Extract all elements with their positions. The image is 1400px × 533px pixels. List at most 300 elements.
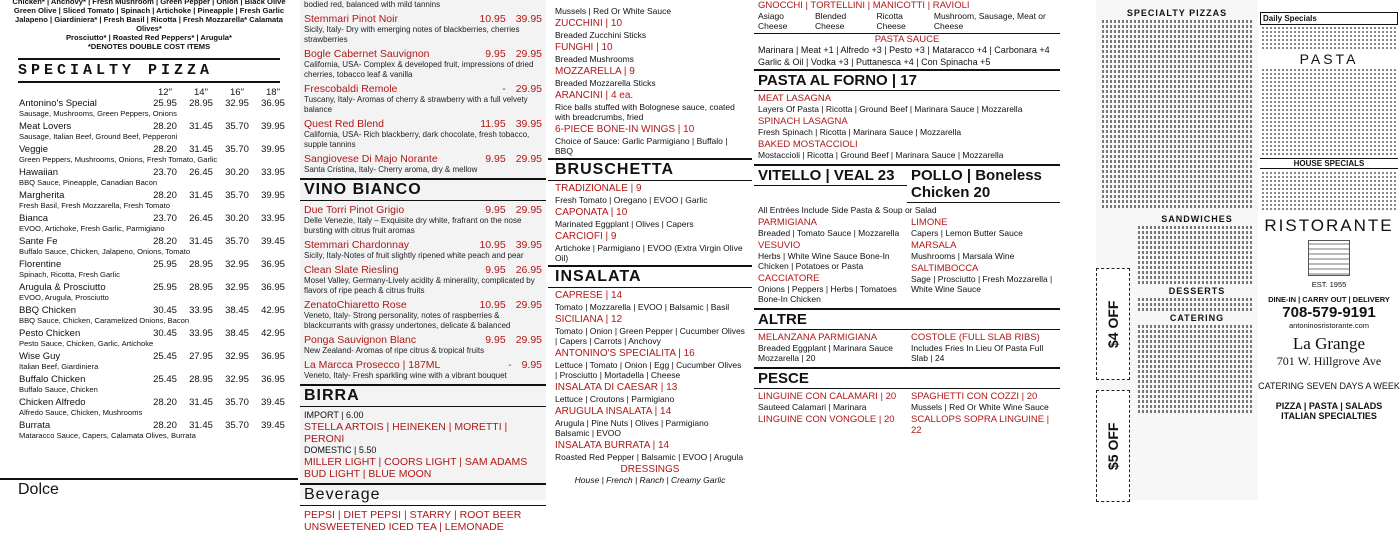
thumb-line bbox=[1102, 55, 1252, 58]
thumb-lines bbox=[1096, 20, 1258, 208]
thumb-line bbox=[1138, 365, 1252, 368]
thumb-line bbox=[1138, 335, 1252, 338]
thumb-line bbox=[1102, 180, 1252, 183]
item-name: LINGUINE CON VONGOLE | 20 bbox=[758, 414, 895, 425]
pizza-item bbox=[19, 190, 298, 210]
pesce-title: PESCE bbox=[754, 367, 1060, 389]
wine-item bbox=[300, 118, 546, 150]
pizza-price: 42.95 bbox=[261, 305, 285, 316]
wine-desc: Sicily, Italy-Notes of fruit slightly ripened white peach and pear bbox=[304, 251, 524, 260]
thumb-line bbox=[1138, 226, 1252, 229]
thumb-line bbox=[1102, 70, 1252, 73]
coupon: $4 OFF bbox=[1096, 268, 1130, 380]
item-name: CAPONATA | 10 bbox=[555, 207, 628, 218]
pizza-price: 26.45 bbox=[189, 167, 213, 178]
pizza-name: Arugula & Prosciutto bbox=[19, 282, 106, 293]
dolce-title: Dolce bbox=[0, 478, 298, 500]
thumb-line bbox=[1138, 266, 1252, 269]
thumb-line bbox=[1102, 100, 1252, 103]
pizza-row bbox=[19, 374, 298, 385]
thumb-line bbox=[1262, 113, 1396, 115]
thumb-line bbox=[1102, 40, 1252, 43]
pizza-price: 39.45 bbox=[261, 236, 285, 247]
wine-name-row bbox=[304, 239, 542, 251]
import-beers: STELLA ARTOIS | HEINEKEN | MORETTI | PERONI bbox=[304, 421, 508, 445]
pizza-price: 33.95 bbox=[189, 305, 213, 316]
glass-price: 9.95 bbox=[485, 334, 506, 346]
city: La Grange bbox=[1292, 334, 1366, 353]
thumb-line bbox=[1102, 60, 1252, 63]
wine-desc: Veneto, Italy- Fresh sparkling wine with a vibrant bouquet bbox=[304, 371, 507, 380]
pasta-panel bbox=[754, 0, 1060, 500]
pizza-desc: Buffalo Sauce, Chicken, Jalapeno, Onions, Tomato bbox=[19, 247, 191, 256]
item-name: INSALATA BURRATA | 14 bbox=[555, 440, 670, 451]
pizza-price: 31.45 bbox=[189, 397, 213, 408]
pizza-row bbox=[19, 351, 298, 362]
wine-name-row bbox=[304, 204, 542, 216]
item-desc: Sauteed Calamari | Marinara bbox=[758, 402, 867, 412]
pizza-price: 28.95 bbox=[189, 282, 213, 293]
wine-item bbox=[300, 13, 546, 45]
pizza-name: Wise Guy bbox=[19, 351, 61, 362]
menu-item bbox=[548, 18, 752, 40]
thumb-line bbox=[1262, 141, 1396, 143]
pizza-desc: Fresh Basil, Fresh Mozzarella, Fresh Tomato bbox=[19, 201, 170, 210]
pizza-desc: BBQ Sauce, Pineapple, Canadian Bacon bbox=[19, 178, 158, 187]
item-desc: Includes Fries In Lieu Of Pasta Full Slab | 24 bbox=[911, 343, 1044, 363]
pizza-price: 35.70 bbox=[225, 236, 249, 247]
wine-name-row bbox=[304, 83, 542, 95]
item-name: SICILIANA | 12 bbox=[555, 314, 623, 325]
phone-number: 708-579-9191 bbox=[1282, 304, 1376, 321]
wine-prices bbox=[502, 83, 542, 95]
wine-panel bbox=[300, 0, 546, 533]
thumb-line bbox=[1102, 130, 1252, 133]
wine-name: Due Torri Pinot Grigio bbox=[304, 204, 405, 216]
mussels-desc: Mussels | Red Or White Sauce bbox=[555, 6, 672, 16]
pizza-price: 30.45 bbox=[153, 305, 177, 316]
pizza-price: 30.20 bbox=[225, 213, 249, 224]
menu-item bbox=[907, 217, 1060, 238]
thumb-line bbox=[1138, 400, 1252, 403]
thumb-line bbox=[1102, 145, 1252, 148]
pizza-item bbox=[19, 121, 298, 141]
bottle-price: 29.95 bbox=[515, 48, 542, 60]
pizza-item bbox=[19, 420, 298, 440]
wine-name-row bbox=[304, 359, 542, 371]
pizza-row bbox=[19, 121, 298, 132]
pizza-price: 36.95 bbox=[261, 351, 285, 362]
dressings-list: House | French | Ranch | Creamy Garlic bbox=[574, 475, 726, 485]
wine-name-row bbox=[304, 13, 542, 25]
pollo-title: POLLO | Boneless Chicken 20 bbox=[907, 164, 1060, 203]
wine-desc: bodied red, balanced with mild tannins bbox=[304, 0, 441, 9]
pizza-desc: Buffalo Sauce, Chicken bbox=[19, 385, 98, 394]
thumb-line bbox=[1102, 45, 1252, 48]
thumb-line bbox=[1262, 188, 1396, 190]
pizza-price: 25.95 bbox=[153, 98, 177, 109]
pizza-name: Margherita bbox=[19, 190, 65, 201]
wine-desc: Mosel Valley, Germany-Lively acidity & minerality, complicated by flavors of ripe peach & citrus fruits bbox=[304, 276, 535, 295]
thumb-line bbox=[1262, 172, 1396, 174]
pizza-price: 36.95 bbox=[261, 259, 285, 270]
item-desc: Breaded Mushrooms bbox=[555, 54, 634, 64]
birra-title: BIRRA bbox=[300, 384, 546, 407]
glass-price: 9.95 bbox=[485, 204, 506, 216]
thumb-line bbox=[1138, 271, 1252, 274]
thumb-title: DESSERTS bbox=[1168, 286, 1226, 296]
thumb-line bbox=[1138, 325, 1252, 328]
item-desc: Mushrooms | Marsala Wine bbox=[911, 251, 1015, 261]
wine-item bbox=[300, 299, 546, 331]
thumb-line bbox=[1102, 190, 1252, 193]
pizza-price: 35.70 bbox=[225, 190, 249, 201]
thumb-line bbox=[1262, 27, 1396, 29]
pizza-price: 39.95 bbox=[261, 144, 285, 155]
bottle-price: 29.95 bbox=[515, 299, 542, 311]
pesce-col bbox=[907, 391, 1060, 436]
import-label: IMPORT | 6.00 bbox=[304, 410, 364, 420]
thumb-line bbox=[1138, 355, 1252, 358]
pizza-price: 28.20 bbox=[153, 121, 177, 132]
thumb-line bbox=[1102, 120, 1252, 123]
glass-price: 11.95 bbox=[480, 118, 506, 130]
pizza-name: Pesto Chicken bbox=[19, 328, 81, 339]
pasta-al-forno-title: PASTA AL FORNO | 17 bbox=[754, 69, 1060, 91]
pizza-price: 28.95 bbox=[189, 374, 213, 385]
pesce-col bbox=[754, 391, 907, 436]
pizza-price: 33.95 bbox=[189, 328, 213, 339]
pizza-name: Antonino's Special bbox=[19, 98, 97, 109]
item-name: ARANCINI | 4 ea. bbox=[555, 90, 634, 101]
item-desc: Layers Of Pasta | Ricotta | Ground Beef | Marinara Sauce | Mozzarella bbox=[758, 104, 1023, 114]
thumb-line bbox=[1138, 236, 1252, 239]
menu-item bbox=[754, 273, 907, 304]
menu-item bbox=[548, 183, 752, 205]
item-name: 6-PIECE BONE-IN WINGS | 10 bbox=[555, 124, 695, 135]
wine-desc: California, USA- Complex & developed fruit, impressions of dried cherries, tobacco leaf & vanilla bbox=[304, 60, 534, 79]
menu-item bbox=[548, 42, 752, 64]
thumb-line bbox=[1262, 125, 1396, 127]
thumb-line bbox=[1262, 97, 1396, 99]
pizza-item bbox=[19, 374, 298, 394]
pizza-price: 38.45 bbox=[225, 328, 249, 339]
pizza-name: Meat Lovers bbox=[19, 121, 72, 132]
thumb-line bbox=[1138, 405, 1252, 408]
glass-price: 10.95 bbox=[479, 239, 506, 251]
pizza-desc: Spinach, Ricotta, Fresh Garlic bbox=[19, 270, 120, 279]
pizza-price: 31.45 bbox=[189, 144, 213, 155]
thumb-line bbox=[1262, 153, 1396, 155]
wine-item bbox=[300, 239, 546, 261]
bruschetta-list bbox=[548, 183, 752, 263]
item-name: ZUCCHINI | 10 bbox=[555, 18, 623, 29]
altre-list bbox=[754, 332, 1060, 365]
wine-name: Clean Slate Riesling bbox=[304, 264, 399, 276]
pizza-price: 23.70 bbox=[153, 167, 177, 178]
item-desc: Lettuce | Croutons | Parmigiano bbox=[555, 394, 675, 404]
item-desc: Lettuce | Tomato | Onion | Egg | Cucumber Olives | Prosciutto | Mortadella | Cheese bbox=[555, 360, 742, 380]
menu-item bbox=[548, 290, 752, 312]
item-desc: Breaded Mozzarella Sticks bbox=[555, 78, 656, 88]
sauce-line: Marinara | Meat +1 | Alfredo +3 | Pesto +3 | Mataracco +4 | Carbonara +4 bbox=[758, 45, 1050, 55]
item-desc: Mostaccioli | Ricotta | Ground Beef | Marinara Sauce | Mozzarella bbox=[758, 150, 1004, 160]
toppings-line: Prosciutto* | Roasted Red Peppers* | Arugula* bbox=[65, 33, 232, 42]
pasta-desc: Ricotta Cheese bbox=[876, 11, 906, 31]
thumb-line bbox=[1262, 81, 1396, 83]
thumb-line bbox=[1102, 155, 1252, 158]
menu-item bbox=[754, 116, 1060, 137]
thumb-line bbox=[1102, 85, 1252, 88]
pasta-sauce-title: PASTA SAUCE bbox=[754, 33, 1060, 45]
wine-name: ZenatoChiaretto Rose bbox=[304, 299, 407, 311]
menu-item bbox=[548, 382, 752, 404]
thumb-line bbox=[1102, 20, 1252, 23]
wine-name-row bbox=[304, 299, 542, 311]
glass-price: 9.95 bbox=[485, 48, 506, 60]
thumb-line bbox=[1262, 137, 1396, 139]
pizza-price: 31.45 bbox=[189, 236, 213, 247]
thumb-line bbox=[1102, 75, 1252, 78]
size-label: 14" bbox=[194, 87, 208, 98]
pizza-item bbox=[19, 213, 298, 233]
pasta-desc: Asiago Cheese bbox=[758, 11, 788, 31]
daily-specials-title: Daily Specials bbox=[1260, 12, 1398, 25]
insalata-title: INSALATA bbox=[548, 265, 752, 288]
menu-item bbox=[548, 90, 752, 122]
pizza-item bbox=[19, 259, 298, 279]
section-title: SPECIALTY PIZZA bbox=[18, 58, 280, 83]
thumb-line bbox=[1262, 47, 1396, 49]
menu-item bbox=[754, 391, 907, 412]
item-name: COSTOLE (FULL SLAB RIBS) bbox=[911, 332, 1040, 343]
wine-prices bbox=[480, 118, 542, 130]
thumb-line bbox=[1262, 105, 1396, 107]
bottle-price: 29.95 bbox=[515, 334, 542, 346]
wine-name: Quest Red Blend bbox=[304, 118, 384, 130]
thumb-title: CATERING bbox=[1169, 313, 1225, 323]
thumb-line bbox=[1102, 105, 1252, 108]
filled-pasta-list: GNOCCHI | TORTELLINI | MANICOTTI | RAVIOLI bbox=[758, 0, 970, 11]
thumb-line bbox=[1138, 350, 1252, 353]
thumb-line bbox=[1138, 385, 1252, 388]
wine-name-row bbox=[304, 153, 542, 165]
wine-name: Stemmari Chardonnay bbox=[304, 239, 410, 251]
thumb-line bbox=[1138, 345, 1252, 348]
thumb-line bbox=[1102, 195, 1252, 198]
pesce-grid bbox=[754, 391, 1060, 436]
item-name: BAKED MOSTACCIOLI bbox=[758, 139, 858, 150]
thumb-line bbox=[1138, 251, 1252, 254]
thumb-lines bbox=[1132, 325, 1258, 413]
pizza-desc: Mataracco Sauce, Capers, Calamata Olives, Burrata bbox=[19, 431, 196, 440]
wine-name: Sangiovese Di Majo Norante bbox=[304, 153, 438, 165]
pizza-item bbox=[19, 305, 298, 325]
thumb-line bbox=[1102, 110, 1252, 113]
pizza-price: 35.70 bbox=[225, 420, 249, 431]
thumb-line bbox=[1262, 109, 1396, 111]
appetizer-list bbox=[548, 18, 752, 156]
domestic-beers-2: BUD LIGHT | BLUE MOON bbox=[304, 468, 432, 480]
wine-prices bbox=[479, 13, 542, 25]
vitello-title: VITELLO | VEAL 23 bbox=[754, 164, 907, 186]
pizza-name: Veggie bbox=[19, 144, 49, 155]
thumb-line bbox=[1138, 308, 1252, 311]
item-name: SPINACH LASAGNA bbox=[758, 116, 848, 127]
thumb-line bbox=[1102, 170, 1252, 173]
menu-item bbox=[548, 66, 752, 88]
item-desc: Marinated Eggplant | Olives | Capers bbox=[555, 219, 694, 229]
ristorante-panel bbox=[1258, 0, 1400, 500]
vitello-pollo-section bbox=[754, 162, 1060, 205]
thumb-line bbox=[1262, 133, 1396, 135]
item-desc: Fresh Spinach | Ricotta | Marinara Sauce | Mozzarella bbox=[758, 127, 962, 137]
thumb-line bbox=[1138, 261, 1252, 264]
menu-item bbox=[548, 440, 752, 462]
wine-desc: Veneto, Italy- Strong personality, notes of raspberries & blackcurrants with grassy undertones, delicate & balanced bbox=[304, 311, 511, 330]
thumb-line bbox=[1262, 129, 1396, 131]
wine-name: Stemmari Pinot Noir bbox=[304, 13, 398, 25]
item-name: MARSALA bbox=[911, 240, 957, 251]
specialty-pizza-panel bbox=[0, 0, 298, 500]
thumb-line bbox=[1138, 360, 1252, 363]
item-name: ARUGULA INSALATA | 14 bbox=[555, 406, 672, 417]
wine-item bbox=[300, 334, 546, 356]
thumb-line bbox=[1138, 246, 1252, 249]
wine-prices bbox=[508, 359, 542, 371]
pizza-item bbox=[19, 236, 298, 256]
pizza-row bbox=[19, 259, 298, 270]
vitello-pollo-items bbox=[754, 217, 1060, 306]
pizza-price: 31.45 bbox=[189, 420, 213, 431]
pizza-item bbox=[19, 167, 298, 187]
wine-name-row bbox=[304, 264, 542, 276]
thumb-line bbox=[1262, 121, 1396, 123]
thumb-lines bbox=[1132, 226, 1258, 284]
wine-name-row bbox=[304, 48, 542, 60]
pizza-price: 31.45 bbox=[189, 190, 213, 201]
thumb-line bbox=[1138, 231, 1252, 234]
pizza-row bbox=[19, 420, 298, 431]
vino-bianco-title: VINO BIANCO bbox=[300, 178, 546, 201]
forno-list bbox=[754, 93, 1060, 160]
thumb-line bbox=[1102, 80, 1252, 83]
menu-item bbox=[907, 263, 1060, 294]
pizza-price: 25.45 bbox=[153, 351, 177, 362]
wine-desc: California, USA- Rich blackberry, dark chocolate, fresh tobacco, supple tannins bbox=[304, 130, 530, 149]
thumb-line bbox=[1102, 175, 1252, 178]
website: antoninosristorante.com bbox=[1288, 321, 1370, 330]
wine-prices bbox=[485, 153, 542, 165]
pizza-price: 30.45 bbox=[153, 328, 177, 339]
pizza-price: 32.95 bbox=[225, 374, 249, 385]
item-desc: Mussels | Red Or White Wine Sauce bbox=[911, 402, 1049, 412]
pizza-price: 38.45 bbox=[225, 305, 249, 316]
pizza-item bbox=[19, 397, 298, 417]
wine-desc: Delle Venezie, Italy – Exquisite dry white, frafrant on the nose bursting with citrus fruit aromas bbox=[304, 216, 522, 235]
pizza-item bbox=[19, 282, 298, 302]
pizza-item bbox=[19, 144, 298, 164]
wine-item bbox=[300, 359, 546, 381]
thumb-line bbox=[1138, 395, 1252, 398]
thumb-line bbox=[1262, 31, 1396, 33]
glass-price: 9.95 bbox=[485, 153, 506, 165]
pizza-price: 28.20 bbox=[153, 420, 177, 431]
thumb-line bbox=[1138, 410, 1252, 413]
item-desc: Breaded | Tomato Sauce | Mozzarella bbox=[758, 228, 900, 238]
item-name: LIMONE bbox=[911, 217, 948, 228]
house-lines bbox=[1258, 172, 1400, 210]
item-name: FUNGHI | 10 bbox=[555, 42, 613, 53]
pizza-price: 39.45 bbox=[261, 420, 285, 431]
thumb-line bbox=[1138, 256, 1252, 259]
wine-prices bbox=[485, 334, 542, 346]
pizza-price: 30.20 bbox=[225, 167, 249, 178]
pizza-price: 28.20 bbox=[153, 144, 177, 155]
thumb-line bbox=[1102, 35, 1252, 38]
menu-item bbox=[754, 332, 907, 365]
pizza-price: 25.95 bbox=[153, 282, 177, 293]
thumb-line bbox=[1262, 184, 1396, 186]
thumb-line bbox=[1262, 73, 1396, 75]
wine-name: La Marcca Prosecco | 187ML bbox=[304, 359, 441, 371]
menu-item bbox=[548, 314, 752, 346]
pizza-price: 32.95 bbox=[225, 351, 249, 362]
item-desc: Sage | Prosciutto | Fresh Mozzarella | White Wine Sauce bbox=[911, 274, 1053, 294]
pizza-desc: Italian Beef, Giardiniera bbox=[19, 362, 99, 371]
wine-desc: Santa Cristina, Italy- Cherry aroma, dry & mellow bbox=[304, 165, 478, 174]
pizza-desc: Sausage, Italian Beef, Ground Beef, Pepperoni bbox=[19, 132, 178, 141]
altre-title: ALTRE bbox=[754, 308, 1060, 330]
thumb-line bbox=[1102, 185, 1252, 188]
thumb-line bbox=[1138, 375, 1252, 378]
pizza-item bbox=[19, 98, 298, 118]
item-name: LINGUINE CON CALAMARI | 20 bbox=[758, 391, 897, 402]
daily-lines bbox=[1258, 27, 1400, 49]
menu-item bbox=[754, 139, 1060, 160]
toppings-list bbox=[0, 0, 298, 51]
pizza-desc: Pesto Sauce, Chicken, Garlic, Artichoke bbox=[19, 339, 154, 348]
domestic-beers: MILLER LIGHT | COORS LIGHT | SAM ADAMS bbox=[304, 456, 528, 468]
pizza-price: 32.95 bbox=[225, 282, 249, 293]
menu-item bbox=[907, 240, 1060, 261]
address: 701 W. Hillgrove Ave bbox=[1276, 354, 1382, 368]
thumb-title: SPECIALTY PIZZAS bbox=[1126, 8, 1228, 18]
pizza-row bbox=[19, 190, 298, 201]
pizza-row bbox=[19, 282, 298, 293]
wine-prices bbox=[485, 264, 542, 276]
size-label: 18" bbox=[266, 87, 280, 98]
pizza-desc: EVOO, Arugula, Prosciutto bbox=[19, 293, 109, 302]
pizza-row bbox=[19, 167, 298, 178]
wine-item bbox=[300, 83, 546, 115]
wine-desc: New Zealand- Aromas of ripe citrus & tropical fruits bbox=[304, 346, 485, 355]
pizza-price: 35.70 bbox=[225, 144, 249, 155]
pizza-price: 28.95 bbox=[189, 259, 213, 270]
pizza-name: Sante Fe bbox=[19, 236, 58, 247]
bottle-price: 29.95 bbox=[515, 83, 542, 95]
thumb-line bbox=[1138, 298, 1252, 301]
item-name: MOZZARELLA | 9 bbox=[555, 66, 635, 77]
white-wine-list bbox=[300, 204, 546, 381]
beverage-list-2: UNSWEETENED ICED TEA | LEMONADE bbox=[304, 521, 504, 533]
thumb-line bbox=[1102, 50, 1252, 53]
thumb-line bbox=[1102, 30, 1252, 33]
item-name: SPAGHETTI CON COZZI | 20 bbox=[911, 391, 1038, 402]
thumb-lines bbox=[1132, 298, 1258, 311]
pizza-price: 28.95 bbox=[189, 98, 213, 109]
size-label: 16" bbox=[230, 87, 244, 98]
